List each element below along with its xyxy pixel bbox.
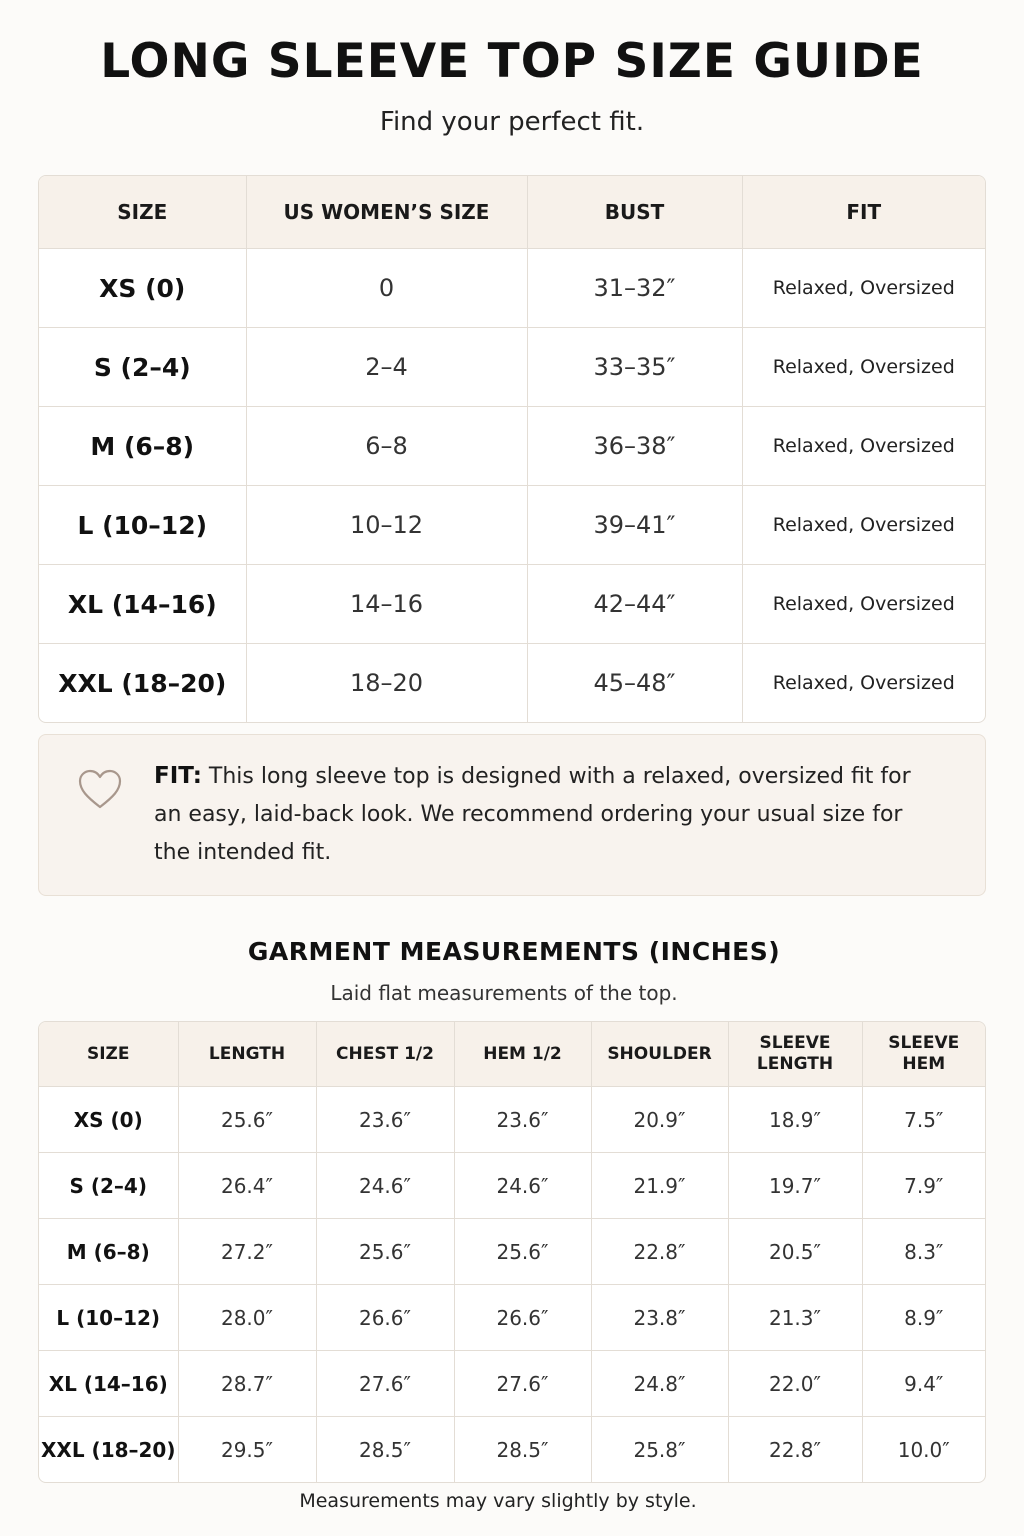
size-cell: L (10–12): [39, 1285, 178, 1351]
table-row: [39, 1417, 985, 1483]
us-size-cell: 2–4: [246, 328, 527, 407]
size-table-header-row: [39, 176, 985, 249]
chest-cell: 26.6″: [316, 1285, 454, 1351]
bust-cell: 36–38″: [527, 407, 742, 486]
length-cell: 25.6″: [178, 1087, 316, 1153]
table-row: [39, 1285, 985, 1351]
size-cell: S (2–4): [39, 1153, 178, 1219]
size-table: [38, 175, 986, 723]
column-header: SIZE: [39, 1022, 178, 1087]
column-header: SLEEVE HEM: [862, 1022, 985, 1087]
fit-cell: Relaxed, Oversized: [742, 328, 985, 407]
column-header: SIZE: [39, 176, 246, 249]
page-title: LONG SLEEVE TOP SIZE GUIDE: [100, 34, 924, 89]
shoulder-cell: 20.9″: [591, 1087, 728, 1153]
table-row: [39, 249, 985, 328]
bust-cell: 39–41″: [527, 486, 742, 565]
shoulder-cell: 25.8″: [591, 1417, 728, 1483]
sleeve-hem-cell: 9.4″: [862, 1351, 985, 1417]
table-row: [39, 1219, 985, 1285]
shoulder-cell: 21.9″: [591, 1153, 728, 1219]
us-size-cell: 10–12: [246, 486, 527, 565]
table-row: [39, 565, 985, 644]
table-row: [39, 1153, 985, 1219]
hem-cell: 26.6″: [454, 1285, 591, 1351]
measurements-title: GARMENT MEASUREMENTS (INCHES): [247, 937, 781, 966]
sleeve-hem-cell: 8.3″: [862, 1219, 985, 1285]
us-size-cell: 14–16: [246, 565, 527, 644]
size-cell: L (10–12): [39, 486, 246, 565]
sleeve-hem-cell: 8.9″: [862, 1285, 985, 1351]
sleeve-hem-cell: 10.0″: [897, 1437, 950, 1462]
column-header: HEM 1/2: [454, 1022, 591, 1087]
table-row: [39, 1351, 985, 1417]
hem-cell: 25.6″: [454, 1219, 591, 1285]
shoulder-cell: 24.8″: [591, 1351, 728, 1417]
measurements-subtitle: Laid flat measurements of the top.: [330, 981, 678, 1005]
sleeve-length-cell: 20.5″: [728, 1219, 862, 1285]
length-cell: 28.0″: [178, 1285, 316, 1351]
length-cell: 28.7″: [178, 1351, 316, 1417]
size-cell: M (6–8): [39, 1219, 178, 1285]
size-cell: M (6–8): [39, 407, 246, 486]
column-header: BUST: [527, 176, 742, 249]
sleeve-length-cell: 22.0″: [728, 1351, 862, 1417]
sleeve-hem-cell: 7.5″: [862, 1087, 985, 1153]
fit-note-body: This long sleeve top is designed with a relaxed, oversized fit for an easy, laid-back look. We recommend ordering your usual size for the intended fit.: [154, 764, 911, 865]
chest-cell: 25.6″: [316, 1219, 454, 1285]
chest-cell: 27.6″: [316, 1351, 454, 1417]
size-cell: XS (0): [39, 1087, 178, 1153]
sleeve-hem-cell: 7.9″: [862, 1153, 985, 1219]
length-cell: 27.2″: [178, 1219, 316, 1285]
chest-cell: 23.6″: [316, 1087, 454, 1153]
fit-cell: Relaxed, Oversized: [742, 565, 985, 644]
fit-cell: Relaxed, Oversized: [742, 486, 985, 565]
size-cell: XXL (18–20): [39, 1417, 178, 1483]
column-header: SLEEVE LENGTH: [728, 1022, 862, 1087]
bust-cell: 31–32″: [527, 249, 742, 328]
sleeve-length-cell: 19.7″: [728, 1153, 862, 1219]
length-cell: 29.5″: [178, 1417, 316, 1483]
fit-note-box: [38, 734, 986, 896]
us-size-cell: 0: [246, 249, 527, 328]
column-header: CHEST 1/2: [316, 1022, 454, 1087]
shoulder-cell: 23.8″: [591, 1285, 728, 1351]
hem-cell: 24.6″: [454, 1153, 591, 1219]
measurements-header-row: [39, 1022, 985, 1087]
hem-cell: 27.6″: [454, 1351, 591, 1417]
table-row: [39, 407, 985, 486]
table-row: [39, 486, 985, 565]
bust-cell: 42–44″: [527, 565, 742, 644]
sleeve-length-cell: 18.9″: [728, 1087, 862, 1153]
us-size-cell: 6–8: [246, 407, 527, 486]
table-row: [39, 1087, 985, 1153]
column-header: SHOULDER: [591, 1022, 728, 1087]
column-header: LENGTH: [178, 1022, 316, 1087]
column-header: FIT: [742, 176, 985, 249]
chest-cell: 28.5″: [316, 1417, 454, 1483]
sleeve-length-cell: 21.3″: [728, 1285, 862, 1351]
size-cell: XL (14–16): [39, 565, 246, 644]
hem-cell: 23.6″: [454, 1087, 591, 1153]
bust-cell: 45–48″: [527, 644, 742, 723]
size-cell: XL (14–16): [39, 1351, 178, 1417]
page-subtitle: Find your perfect fit.: [379, 107, 645, 137]
footer-note: Measurements may vary slightly by style.: [299, 1490, 697, 1512]
fit-note-label: FIT:: [154, 763, 202, 789]
fit-cell: Relaxed, Oversized: [742, 407, 985, 486]
size-cell: XS (0): [39, 249, 246, 328]
table-row: [39, 328, 985, 407]
chest-cell: 24.6″: [316, 1153, 454, 1219]
column-header: US WOMEN’S SIZE: [246, 176, 527, 249]
length-cell: 26.4″: [178, 1153, 316, 1219]
heart-icon: [77, 767, 123, 813]
size-cell: XXL (18–20): [39, 644, 246, 723]
us-size-cell: 18–20: [246, 644, 527, 723]
measurements-table: [38, 1021, 986, 1483]
hem-cell: 28.5″: [454, 1417, 591, 1483]
sleeve-length-cell: 22.8″: [728, 1417, 862, 1483]
fit-note-text: [154, 757, 934, 872]
table-row: [39, 644, 985, 723]
size-cell: S (2–4): [39, 328, 246, 407]
shoulder-cell: 22.8″: [591, 1219, 728, 1285]
fit-cell: Relaxed, Oversized: [772, 672, 955, 694]
fit-cell: Relaxed, Oversized: [742, 249, 985, 328]
bust-cell: 33–35″: [527, 328, 742, 407]
